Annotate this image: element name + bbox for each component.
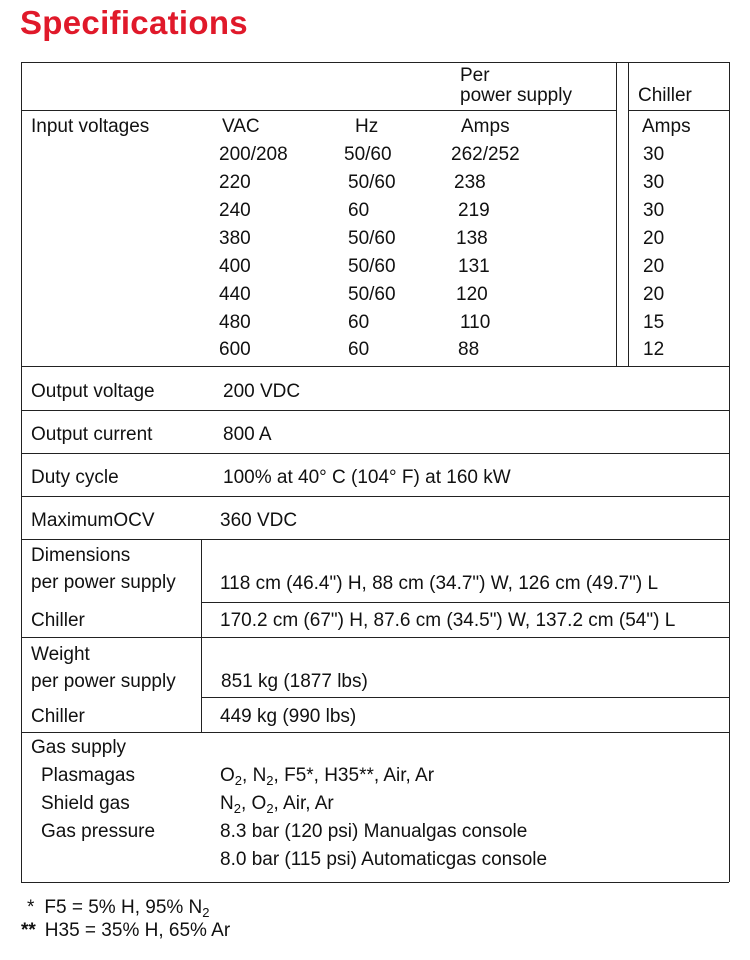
vac-value: 380 — [219, 228, 251, 249]
row-divider — [21, 496, 729, 497]
vac-value: 400 — [219, 256, 251, 277]
amps-value: 138 — [456, 228, 488, 249]
vac-value: 440 — [219, 284, 251, 305]
footnote-h35: ** H35 = 35% H, 65% Ar — [21, 920, 231, 941]
row-divider — [21, 410, 729, 411]
input-voltages-label: Input voltages — [31, 116, 150, 137]
weight-sub-label: per power supply — [31, 671, 176, 692]
shield-gas-value: $N_2$, $O_2$, Air, Ar — [220, 793, 334, 816]
row-divider — [21, 453, 729, 454]
chiller-amps-value: 30 — [643, 200, 665, 221]
row-divider — [21, 539, 729, 540]
table-border-top — [21, 62, 729, 63]
output-current-value: 800 A — [223, 424, 272, 445]
duty-cycle-label: Duty cycle — [31, 467, 119, 488]
chiller-amps-value: 12 — [643, 339, 665, 360]
vac-value: 240 — [219, 200, 251, 221]
hz-value: 50/60 — [344, 144, 392, 165]
sub-row-divider — [201, 697, 729, 698]
vac-value: 600 — [219, 339, 251, 360]
chiller-amps-value: 15 — [643, 312, 665, 333]
header-divider — [21, 110, 616, 111]
footnote-f5: * F5 = 5% H, 95% $N_2$ — [27, 897, 210, 920]
chiller-amps-value: 20 — [643, 228, 665, 249]
chiller-divider-left — [616, 62, 617, 366]
hz-value: 50/60 — [348, 256, 396, 277]
amps-value: 262/252 — [451, 144, 520, 165]
hz-value: 60 — [348, 312, 370, 333]
dimensions-chiller-value: 170.2 cm (67") H, 87.6 cm (34.5") W, 137.2 cm (54") L — [220, 610, 676, 631]
gas-supply-label: Gas supply — [31, 737, 127, 758]
per-power-supply-header-line1: Per — [460, 65, 490, 86]
table-border-right — [729, 62, 730, 882]
table-border-left — [21, 62, 22, 882]
amps-value: 131 — [458, 256, 490, 277]
plasma-gas-label: Plasmagas — [41, 765, 135, 786]
hz-value: 50/60 — [348, 172, 396, 193]
duty-cycle-value: 100% at 40° C (104° F) at 160 kW — [223, 467, 511, 488]
chiller-header: Chiller — [638, 85, 692, 106]
per-power-supply-header-line2: power supply — [460, 85, 572, 106]
dimensions-sub-label: per power supply — [31, 572, 176, 593]
chiller-divider-right — [628, 62, 629, 366]
hz-value: 60 — [348, 200, 370, 221]
weight-value: 851 kg (1877 lbs) — [221, 671, 368, 692]
plasma-gas-value: $O_2$, $N_2$, F5*, H35**, Air, Ar — [220, 765, 435, 788]
vac-value: 220 — [219, 172, 251, 193]
table-border-bottom — [21, 882, 729, 883]
gas-pressure-label: Gas pressure — [41, 821, 156, 842]
chiller-amps-value: 30 — [643, 144, 665, 165]
dimensions-label: Dimensions — [31, 545, 131, 566]
dimensions-chiller-label: Chiller — [31, 610, 85, 631]
amps-value: 88 — [458, 339, 480, 360]
row-divider — [21, 637, 729, 638]
label-column-divider — [201, 539, 202, 732]
amps-value: 219 — [458, 200, 490, 221]
gas-pressure-manual-value: 8.3 bar (120 psi) Manualgas console — [220, 821, 528, 842]
amps-value: 120 — [456, 284, 488, 305]
col-chiller-amps-header: Amps — [642, 116, 691, 137]
chiller-amps-value: 20 — [643, 284, 665, 305]
gas-pressure-auto-value: 8.0 bar (115 psi) Automaticgas console — [220, 849, 548, 870]
amps-value: 238 — [454, 172, 486, 193]
weight-label: Weight — [31, 644, 90, 665]
max-ocv-value: 360 VDC — [220, 510, 298, 531]
row-divider — [21, 732, 729, 733]
shield-gas-label: Shield gas — [41, 793, 130, 814]
amps-value: 110 — [460, 312, 491, 333]
chiller-header-divider — [628, 110, 729, 111]
vac-value: 200/208 — [219, 144, 288, 165]
output-current-label: Output current — [31, 424, 153, 445]
col-hz-header: Hz — [355, 116, 379, 137]
chiller-amps-value: 20 — [643, 256, 665, 277]
max-ocv-label: MaximumOCV — [31, 510, 155, 531]
chiller-amps-value: 30 — [643, 172, 665, 193]
page-title: Specifications — [20, 4, 248, 41]
row-divider — [21, 366, 729, 367]
sub-row-divider — [201, 602, 729, 603]
vac-value: 480 — [219, 312, 251, 333]
col-amps-header: Amps — [461, 116, 510, 137]
hz-value: 50/60 — [348, 228, 396, 249]
output-voltage-value: 200 VDC — [223, 381, 301, 402]
hz-value: 50/60 — [348, 284, 396, 305]
dimensions-value: 118 cm (46.4") H, 88 cm (34.7") W, 126 cm (49.7") L — [220, 573, 659, 594]
weight-chiller-label: Chiller — [31, 706, 85, 727]
col-vac-header: VAC — [222, 116, 260, 137]
hz-value: 60 — [348, 339, 370, 360]
weight-chiller-value: 449 kg (990 lbs) — [220, 706, 357, 727]
output-voltage-label: Output voltage — [31, 381, 155, 402]
